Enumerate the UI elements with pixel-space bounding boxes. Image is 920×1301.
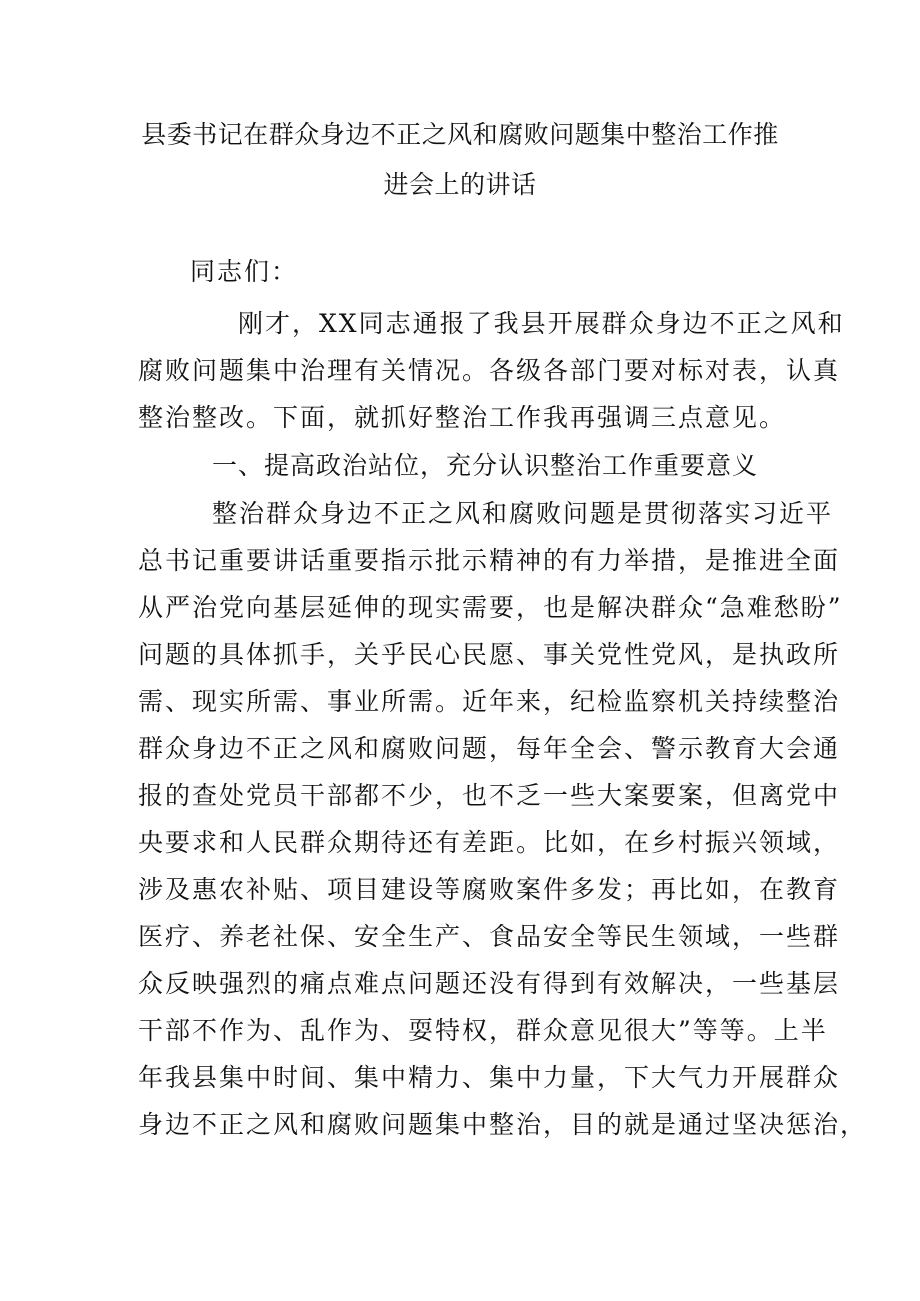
section-line-7: 报的查处党员干部都不少，也不乏一些大案要案，但离党中 <box>138 781 841 810</box>
section-line-9: 涉及惠农补贴、项目建设等腐败案件多发；再比如，在教育 <box>138 875 841 904</box>
section-line-2: 总书记重要讲话重要指示批示精神的有力举措，是推进全面 <box>138 546 841 575</box>
document-title <box>130 110 790 210</box>
section-line-4: 问题的具体抓手，关乎民心民愿、事关党性党风，是执政所 <box>138 640 841 669</box>
intro-line-2: 腐败问题集中治理有关情况。各级各部门要对标对表，认真 <box>138 356 841 385</box>
section-line-11: 众反映强烈的痛点难点问题还没有得到有效解决，一些基层 <box>138 969 841 998</box>
title-line-2: 进会上的讲话 <box>383 170 537 199</box>
section-line-14: 身边不正之风和腐败问题集中整治，目的就是通过坚决惩治， <box>138 1110 868 1139</box>
section-line-8: 央要求和人民群众期待还有差距。比如，在乡村振兴领域， <box>138 828 841 857</box>
intro-line-3: 整治整改。下面，就抓好整治工作我再强调三点意见。 <box>138 403 787 432</box>
intro-line-1: 刚才，XX同志通报了我县开展群众身边不正之风和 <box>238 309 845 338</box>
title-line-1: 县委书记在群众身边不正之风和腐败问题集中整治工作推 <box>141 120 779 149</box>
section-line-1: 整治群众身边不正之风和腐败问题是贯彻落实习近平 <box>212 499 834 528</box>
section-line-3: 从严治党向基层延伸的现实需要，也是解决群众“急难愁盼” <box>138 593 843 622</box>
section-line-13: 年我县集中时间、集中精力、集中力量，下大气力开展群众 <box>138 1063 841 1092</box>
section-line-6: 群众身边不正之风和腐败问题，每年全会、警示教育大会通 <box>138 734 841 763</box>
section-line-5: 需、现实所需、事业所需。近年来，纪检监察机关持续整治 <box>138 687 841 716</box>
salutation: 同志们： <box>190 257 299 286</box>
section-heading: 一、提高政治站位，充分认识整治工作重要意义 <box>212 451 759 480</box>
section-line-12: 干部不作为、乱作为、耍特权，群众意见很大”等等。上半 <box>138 1016 828 1045</box>
section-line-10: 医疗、养老社保、安全生产、食品安全等民生领域，一些群 <box>138 922 841 951</box>
